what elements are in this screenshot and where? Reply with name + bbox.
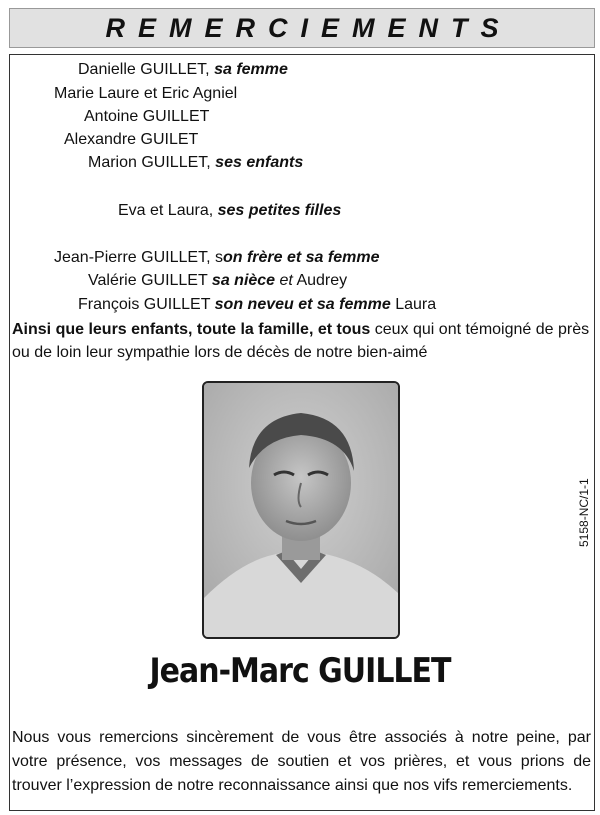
- thanks-paragraph: Nous vous remercions sincèrement de vous être associés à notre peine, par votre présence, vos messages de soutien et vos prières, et vous prions de trouver l’expression de notre reconnaissance ainsi que nos vifs remerciements.: [12, 729, 591, 794]
- page-title: REMERCIEMENTS: [105, 12, 512, 43]
- reference-code: 5158-NC/1-1: [577, 478, 591, 547]
- portrait-image: [204, 383, 398, 637]
- family-line-5: Marion GUILLET, ses enfants: [88, 154, 304, 171]
- family-line-9: François GUILLET son neveu et sa femme Laura: [78, 296, 437, 313]
- family-line-7: Jean-Pierre GUILLET, son frère et sa femme: [54, 249, 380, 266]
- family-line-4: Alexandre GUILET: [64, 131, 199, 148]
- family-line-6: Eva et Laura, ses petites filles: [118, 202, 342, 219]
- header-banner: [9, 8, 595, 48]
- family-line-3: Antoine GUILLET: [84, 108, 210, 125]
- family-line-1: Danielle GUILLET, sa femme: [78, 61, 288, 78]
- portrait-photo: [202, 381, 400, 639]
- deceased-name: Jean-Marc GUILLET: [149, 651, 451, 692]
- family-line-8: Valérie GUILLET sa nièce et Audrey: [88, 272, 348, 289]
- family-line-2: Marie Laure et Eric Agniel: [54, 85, 238, 102]
- intro-paragraph: Ainsi que leurs enfants, toute la famille, et tous ceux qui ont témoigné de près ou de loin leur sympathie lors de décès de notre bien-aimé: [12, 321, 590, 361]
